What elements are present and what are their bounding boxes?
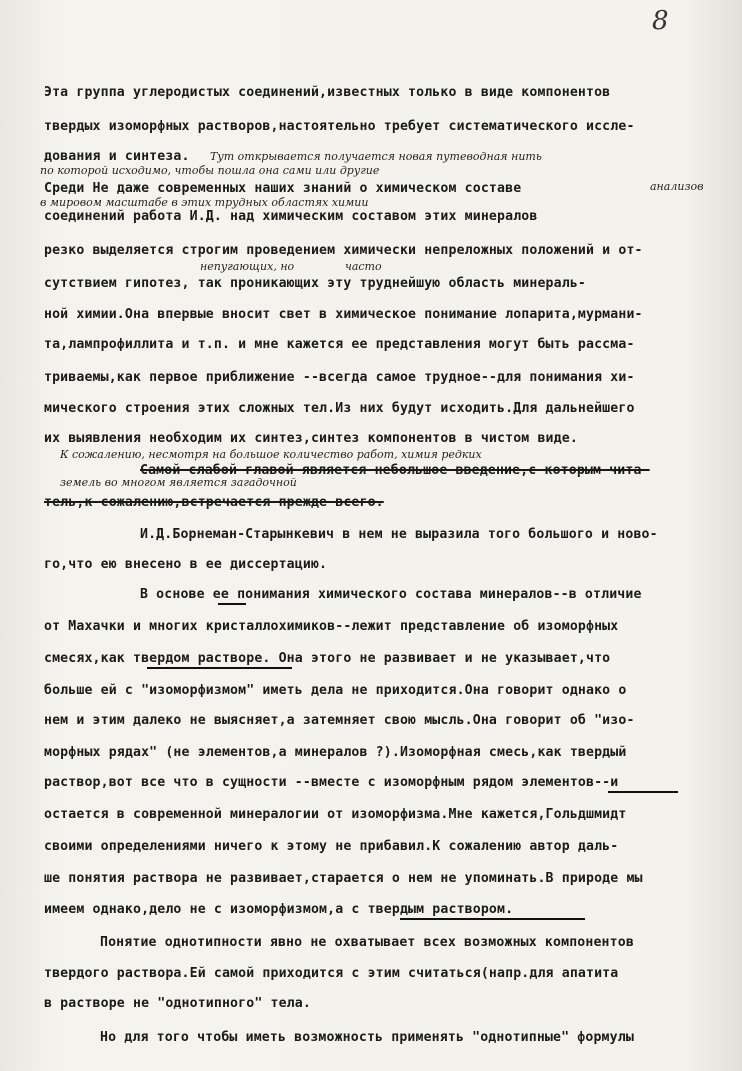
typed-line: в растворе не "однотипного" тела. [44, 996, 311, 1011]
typed-line: мического строения этих сложных тел.Из них будут исходить.Для дальнейшего [44, 401, 635, 416]
typed-line: твердого раствора.Ей самой приходится с этим считаться(напр.для апатита [44, 966, 619, 981]
typed-line: сутствием гипотез, так проникающих эту труднейшую область минераль- [44, 276, 586, 291]
handwritten-note: в мировом масштабе в этих трудных областях химии [40, 196, 369, 209]
typed-line: больше ей с "изоморфизмом" иметь дела не приходится.Она говорит однако о [44, 683, 627, 698]
typed-line: триваемы,как первое приближение --всегда самое трудное--для понимания хи- [44, 370, 635, 385]
handwritten-note: часто [345, 260, 382, 273]
typed-line: та,лампрофиллита и т.п. и мне кажется ее представления могут быть рассма- [44, 337, 635, 352]
typed-line: их выявления необходим их синтез,синтез компонентов в чистом виде. [44, 431, 578, 446]
typed-line: раствор,вот все что в сущности --вместе с изоморфным рядом элементов--и [44, 775, 619, 790]
handwritten-note: земель во многом является загадочной [60, 476, 297, 489]
typed-line-struck: Самой слабой главой является небольшое введение,с которым чита- [140, 463, 650, 478]
underline-mark [147, 667, 292, 669]
typed-line: И.Д.Борнеман-Старынкевич в нем не выразила того большого и ново- [140, 527, 658, 542]
typed-line: остается в современной минералогии от изоморфизма.Мне кажется,Гольдшмидт [44, 807, 627, 822]
typed-line: го,что ею внесено в ее диссертацию. [44, 557, 328, 572]
page-number: 8 [652, 6, 669, 36]
typed-line: резко выделяется строгим проведением химически непреложных положений и от- [44, 243, 643, 258]
typed-line: Эта группа углеродистых соединений,известных только в виде компонентов [44, 85, 611, 100]
typed-line: ной химии.Она впервые вносит свет в химическое понимание лопарита,мурмани- [44, 307, 643, 322]
underline-mark [608, 791, 678, 793]
typed-line: Понятие однотипности явно не охватывает всех возможных компонентов [100, 935, 634, 950]
typed-line: от Махачки и многих кристаллохимиков--лежит представление об изоморфных [44, 619, 619, 634]
typed-line: морфных рядах" (не элементов,а минералов ?).Изоморфная смесь,как твердый [44, 745, 627, 760]
handwritten-note: анализов [650, 180, 704, 193]
typed-line: В основе ее понимания химического состава минералов--в отличие [140, 587, 642, 602]
underline-mark [218, 603, 246, 605]
typed-line: своими определениями ничего к этому не прибавил.К сожалению автор даль- [44, 839, 619, 854]
typed-line: Но для того чтобы иметь возможность применять "однотипные" формулы [100, 1030, 634, 1045]
underline-mark [400, 918, 585, 920]
typed-line: соединений работа И.Д. над химическим составом этих минералов [44, 209, 538, 224]
typed-line: дования и синтеза. [44, 149, 190, 164]
typed-line: нем и этим далеко не выясняет,а затемняет свою мысль.Она говорит об "изо- [44, 713, 635, 728]
typed-line-struck: тель,к сожалению,встречается прежде всего. [44, 495, 384, 510]
handwritten-note: К сожалению, несмотря на большое количество работ, химия редких [60, 448, 482, 461]
typed-line: смесях,как твердом растворе. Она этого не развивает и не указывает,что [44, 651, 611, 666]
typed-line: Среди Не даже современных наших знаний о химическом составе [44, 181, 522, 196]
handwritten-note: непугающих, но [200, 260, 295, 273]
typed-line: ше понятия раствора не развивает,старается о нем не упоминать.В природе мы [44, 871, 643, 886]
typed-line: имеем однако,дело не с изоморфизмом,а с твердым раствором. [44, 902, 514, 917]
typed-line: твердых изоморфных растворов,настоятельно требует систематического иссле- [44, 119, 635, 134]
handwritten-note: по которой исходимо, чтобы пошла она сами или другие [40, 164, 380, 177]
handwritten-note: Тут открывается получается новая путеводная нить [210, 150, 542, 163]
